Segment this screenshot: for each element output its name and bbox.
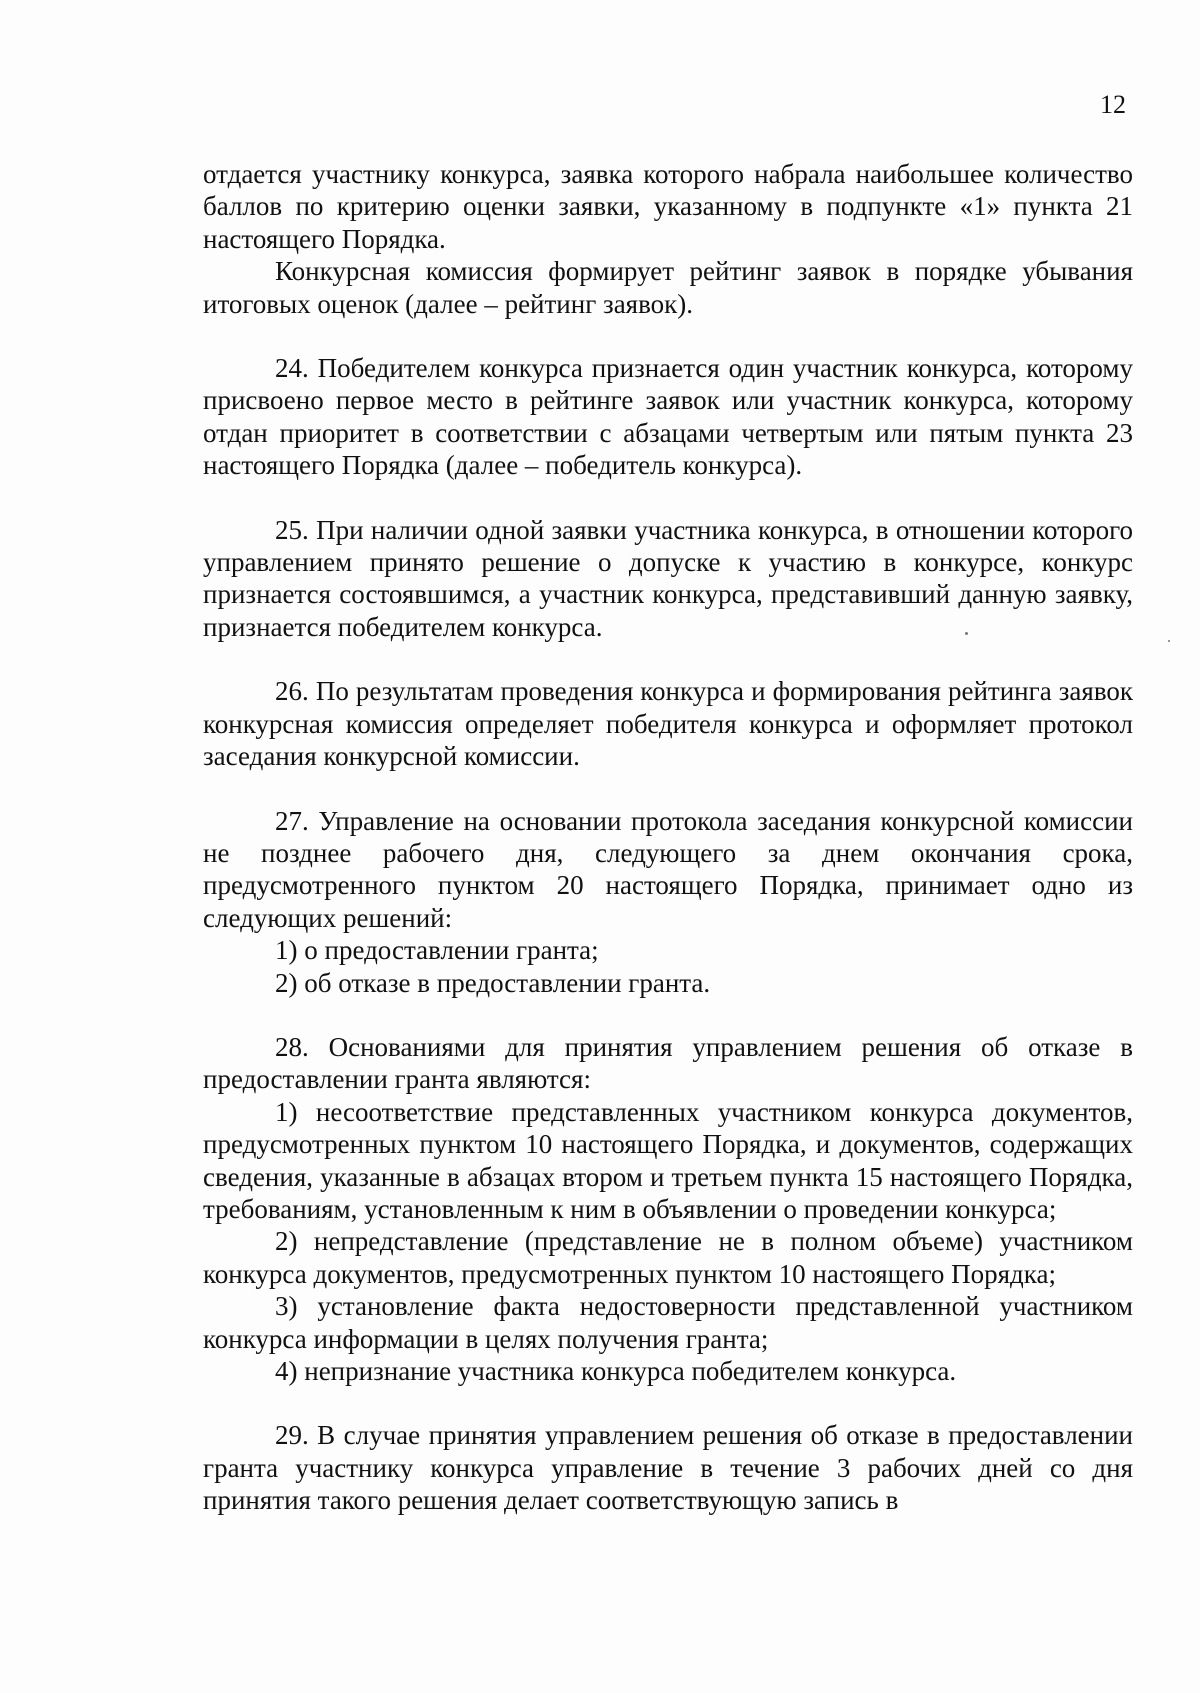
paragraph-gap	[203, 1387, 1133, 1419]
page-number: 12	[1100, 90, 1126, 119]
paragraph-23-rating: Конкурсная комиссия формирует рейтинг заявок в порядке убывания итоговых оценок (далее – рейтинг заявок).	[203, 256, 1133, 319]
scan-speck	[965, 632, 968, 635]
paragraph-28-item-4: 4) непризнание участника конкурса победителем конкурса.	[275, 1356, 957, 1386]
paragraph-25: 25. При наличии одной заявки участника конкурса, в отношении которого управлением принято решение о допуске к участию в конкурсе, конкурс признается состоявшимся, а участник конкурса, представивший данную заявку, признается победителем конкурса.	[203, 514, 1133, 642]
paragraph-28-item-2: 2) непредставление (представление не в полном объеме) участником конкурса документов, предусмотренных пунктом 10 настоящего Порядка;	[203, 1226, 1133, 1289]
paragraph-27-item-2: 2) об отказе в предоставлении гранта.	[275, 967, 711, 998]
paragraph-27: 27. Управление на основании протокола заседания конкурсной комиссии не позднее рабочего дня, следующего за днем окончания срока, предусмотренного пунктом 20 настоящего Порядка, принимает одно из следующих решений:	[203, 805, 1133, 933]
document-body	[203, 158, 1133, 1517]
paragraph-gap	[203, 999, 1133, 1031]
paragraph-28-item-3: 3) установление факта недостоверности представленной участником конкурса информации в целях получения гранта;	[203, 1291, 1133, 1354]
paragraph-26: 26. По результатам проведения конкурса и формирования рейтинга заявок конкурсная комиссия определяет победителя конкурса и оформляет протокол заседания конкурсной комиссии.	[203, 676, 1133, 772]
paragraph-gap	[203, 643, 1133, 675]
paragraph-27-item-1: 1) о предоставлении гранта;	[275, 935, 599, 966]
paragraph-28-item-1: 1) несоответствие представленных участником конкурса документов, предусмотренных пунктом 10 настоящего Порядка, и документов, содержащих сведения, указанные в абзацах втором и третьем пункта 15 настоящего Порядка, требованиям, установленным к ним в объявлении о проведении конкурса;	[203, 1096, 1133, 1224]
paragraph-23-continuation: отдается участнику конкурса, заявка которого набрала наибольшее количество баллов по критерию оценки заявки, указанному в подпункте «1» пункта 21 настоящего Порядка.	[203, 159, 1133, 254]
paragraph-24: 24. Победителем конкурса признается один участник конкурса, которому присвоено первое место в рейтинге заявок или участник конкурса, которому отдан приоритет в соответствии с абзацами четвертым или пятым пункта 23 настоящего Порядка (далее – победитель конкурса).	[203, 353, 1133, 481]
paragraph-gap	[203, 482, 1133, 514]
paragraph-28: 28. Основаниями для принятия управлением решения об отказе в предоставлении гранта являются:	[203, 1031, 1133, 1095]
paragraph-29: 29. В случае принятия управлением решения об отказе в предоставлении гранта участнику конкурса управление в течение 3 рабочих дней со дня принятия такого решения делает соответствующую запись в	[203, 1420, 1133, 1516]
paragraph-gap	[203, 320, 1133, 352]
scan-speck	[1168, 640, 1170, 642]
paragraph-gap	[203, 773, 1133, 805]
